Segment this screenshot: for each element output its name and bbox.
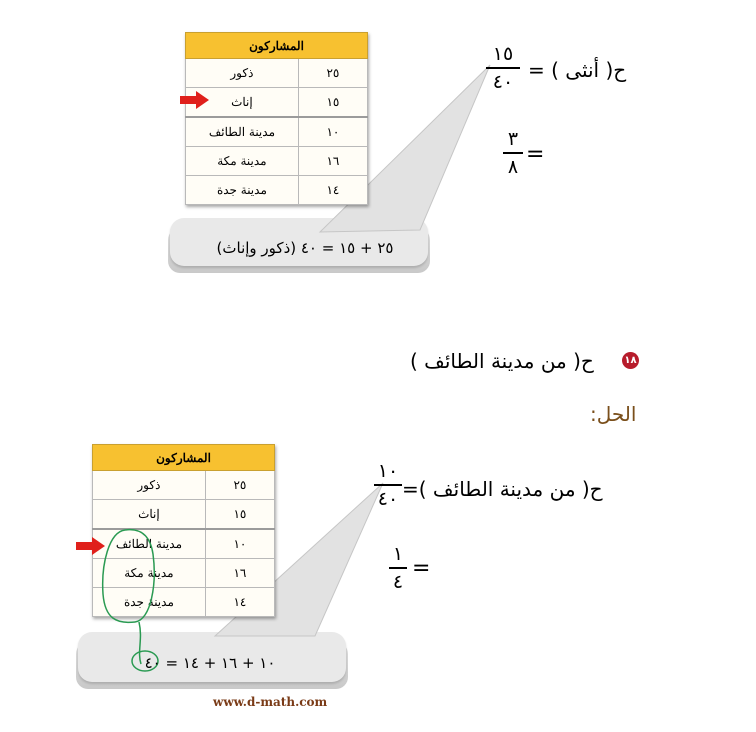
fraction-denominator: ٤٠ [492, 71, 514, 93]
fraction-1-4 [389, 543, 407, 593]
fraction-numerator: ١ [392, 543, 404, 565]
probability-label-taif: ح( من مدينة الطائف )= [402, 477, 603, 501]
question-text: ح( من مدينة الطائف ) [410, 349, 594, 373]
fraction-bar [503, 152, 523, 154]
row-value: ١٠ [298, 117, 367, 147]
table-row [186, 176, 368, 205]
row-value: ١٠ [205, 529, 274, 559]
table-row [93, 471, 275, 500]
table-row [186, 117, 368, 147]
probability-label-female: ح( أنثى ) = [528, 58, 627, 82]
row-label: مدينة جدة [186, 176, 299, 205]
fraction-denominator: ٤ [392, 571, 404, 593]
row-label: إناث [93, 500, 206, 530]
row-label: ذكور [186, 59, 299, 88]
fraction-numerator: ٣ [507, 128, 519, 150]
fraction-15-40 [486, 43, 520, 93]
row-label: مدينة جدة [93, 588, 206, 617]
row-value: ١٥ [205, 500, 274, 530]
table-header: المشاركون [93, 445, 275, 471]
table-row [186, 59, 368, 88]
table-header: المشاركون [186, 33, 368, 59]
row-value: ٢٥ [205, 471, 274, 500]
table-row [186, 88, 368, 118]
row-value: ١٤ [298, 176, 367, 205]
red-arrow-icon [180, 91, 210, 109]
equals-sign: = [526, 142, 545, 167]
row-label: مدينة الطائف [186, 117, 299, 147]
fraction-numerator: ١٥ [492, 43, 514, 65]
row-label: إناث [186, 88, 299, 118]
row-value: ٢٥ [298, 59, 367, 88]
solution-label: الحل: [590, 402, 637, 426]
row-value: ١٦ [205, 559, 274, 588]
row-label: مدينة مكة [186, 147, 299, 176]
table-row [186, 147, 368, 176]
fraction-bar [389, 567, 407, 569]
row-label: مدينة الطائف [93, 529, 206, 559]
fraction-10-40 [374, 460, 402, 510]
fraction-3-8 [503, 128, 523, 178]
callout-sum-text: ١٠ + ١٦ + ١٤ = ٤٠ [144, 654, 276, 672]
fraction-denominator: ٤٠ [377, 488, 399, 510]
fraction-bar [374, 484, 402, 486]
fraction-numerator: ١٠ [377, 460, 399, 482]
row-value: ١٥ [298, 88, 367, 118]
row-label: مدينة مكة [93, 559, 206, 588]
equals-sign: = [412, 556, 431, 581]
question-number-badge: ١٨ [622, 352, 639, 369]
row-value: ١٦ [298, 147, 367, 176]
participants-table-1 [185, 32, 368, 205]
fraction-bar [486, 67, 520, 69]
fraction-denominator: ٨ [507, 156, 519, 178]
callout-sum-text: ٢٥ + ١٥ = ٤٠ (ذكور وإناث) [216, 239, 394, 257]
row-label: ذكور [93, 471, 206, 500]
website-watermark[interactable]: www.d-math.com [213, 695, 328, 709]
row-value: ١٤ [205, 588, 274, 617]
